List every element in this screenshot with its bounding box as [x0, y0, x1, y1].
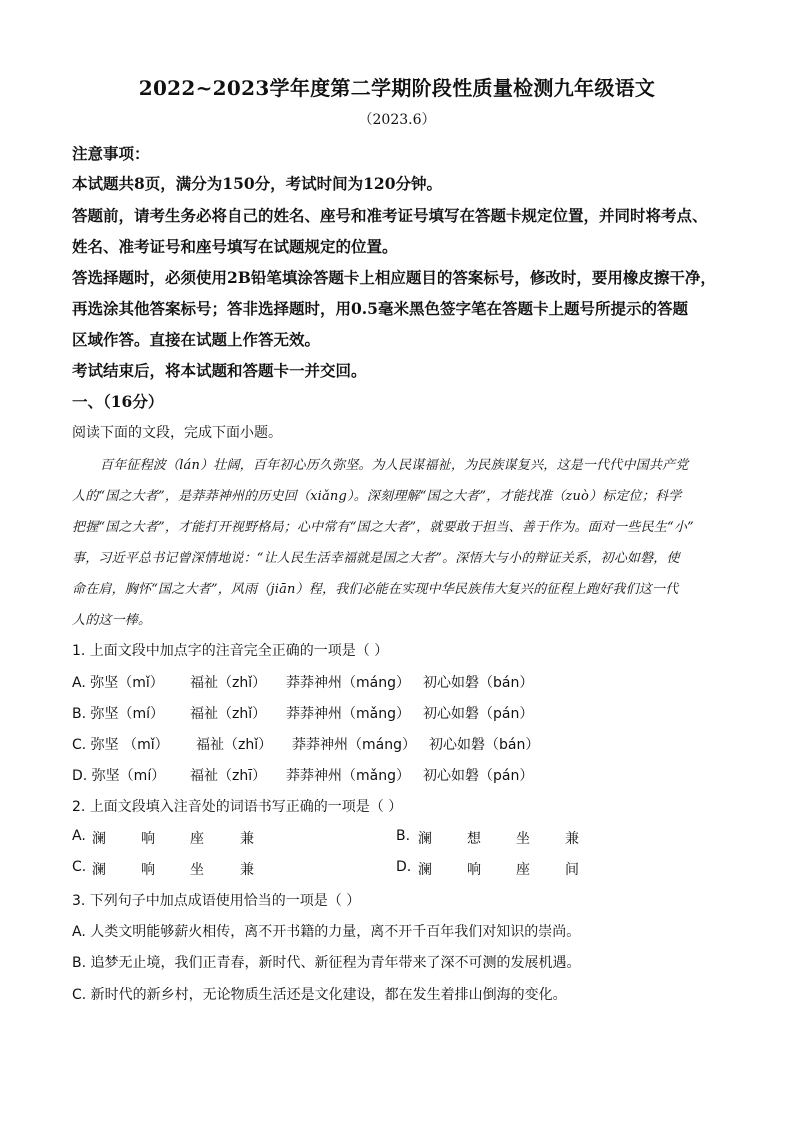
- option-word: 坐: [190, 862, 204, 878]
- option-text: 莽莽神州（mǎng）: [286, 768, 410, 784]
- option-label: A.: [72, 828, 86, 844]
- notice-line: 考试结束后，将本试题和答题卡一并交回。: [72, 361, 367, 380]
- passage-line: 把握“国之大者”，才能打开视野格局；心中常有“国之大者”，就要敢于担当、善于作为。面对一些民生“小”: [72, 520, 694, 535]
- option-word: 响: [141, 862, 155, 878]
- option-label: C.: [72, 859, 87, 875]
- option-text: A. 弥坚（mǐ）: [72, 675, 164, 691]
- option-text: 初心如磐（bán）: [423, 675, 534, 691]
- option-word: 座: [190, 831, 204, 847]
- question-stem: 2. 上面文段填入注音处的词语书写正确的一项是（ ）: [72, 799, 403, 815]
- option-word: 座: [516, 862, 530, 878]
- option-text: 莽莽神州（máng）: [286, 675, 410, 691]
- notice-line: 答选择题时，必须使用2B铅笔填涂答题卡上相应题目的答案标号，修改时，要用橡皮擦干净，: [72, 268, 716, 287]
- option-label: B.: [396, 828, 411, 844]
- option-word: 澜: [92, 862, 106, 878]
- passage-line: 命在肩，胸怀“国之大者”，风雨（jiān）程，我们必能在实现中华民族伟大复兴的征程上跑好我们这一代: [72, 582, 679, 597]
- option-text: 福祉（zhǐ）: [190, 706, 267, 722]
- option-word: 澜: [418, 831, 432, 847]
- option-text: D. 弥坚（mí）: [72, 768, 166, 784]
- option-word: 间: [565, 862, 579, 878]
- notice-line: 再选涂其他答案标号；答非选择题时，用0.5毫米黑色签字笔在答题卡上题号所提示的答题: [72, 299, 688, 318]
- option-word: 澜: [418, 862, 432, 878]
- option-text: 莽莽神州（máng）: [292, 737, 416, 753]
- exam-title: 2022~2023学年度第二学期阶段性质量检测九年级语文: [138, 76, 656, 100]
- section-instruction: 阅读下面的文段，完成下面小题。: [72, 425, 282, 441]
- option-word: 响: [467, 862, 481, 878]
- passage-line: 人的“国之大者”，是莽莽神州的历史回（xiǎng）。深刻理解“国之大者”，才能找准（zuò）标定位；科学: [72, 489, 682, 504]
- section-heading: 一、（16分）: [72, 392, 164, 411]
- notice-line: 本试题共8页，满分为150分，考试时间为120分钟。: [72, 174, 442, 193]
- option-text: 福祉（zhǐ）: [196, 737, 273, 753]
- option-text: 莽莽神州（mǎng）: [286, 706, 410, 722]
- option-text: 福祉（zhǐ）: [190, 675, 267, 691]
- option-text: 福祉（zhī）: [190, 768, 267, 784]
- option-word: 澜: [92, 831, 106, 847]
- notice-heading: 注意事项：: [72, 144, 150, 163]
- option-text: B. 弥坚（mí）: [72, 706, 165, 722]
- option-word: 坐: [516, 831, 530, 847]
- question-stem: 3. 下列句子中加点成语使用恰当的一项是（ ）: [72, 893, 361, 909]
- q3-option-a[interactable]: A. 人类文明能够薪火相传，离不开书籍的力量，离不开千百年我们对知识的崇尚。: [72, 924, 581, 940]
- exam-date: （2023.6）: [358, 112, 436, 128]
- option-label: D.: [396, 859, 412, 875]
- option-word: 兼: [565, 831, 579, 847]
- option-text: C. 弥坚 （mǐ）: [72, 737, 169, 753]
- q3-option-b[interactable]: B. 追梦无止境，我们正青春，新时代、新征程为青年带来了深不可测的发展机遇。: [72, 955, 581, 971]
- notice-line: 区域作答。直接在试题上作答无效。: [72, 330, 321, 349]
- passage-line: 百年征程波（lán）壮阔，百年初心历久弥坚。为人民谋福祉，为民族谋复兴，这是一代代中国共产党: [100, 458, 689, 473]
- q3-option-c[interactable]: C. 新时代的新乡村，无论物质生活还是文化建设，都在发生着排山倒海的变化。: [72, 987, 567, 1003]
- option-word: 想: [467, 831, 481, 847]
- notice-line: 姓名、准考证号和座号填写在试题规定的位置。: [72, 237, 398, 256]
- passage-line: 人的这一棒。: [72, 613, 152, 628]
- question-stem: 1. 上面文段中加点字的注音完全正确的一项是（ ）: [72, 643, 389, 659]
- option-word: 兼: [240, 831, 254, 847]
- option-text: 初心如磐（pán）: [423, 768, 534, 784]
- option-text: 初心如磐（bán）: [429, 737, 540, 753]
- option-word: 响: [141, 831, 155, 847]
- notice-line: 答题前，请考生务必将自己的姓名、座号和准考证号填写在答题卡规定位置，并同时将考点、: [72, 206, 708, 225]
- passage-line: 事，习近平总书记曾深情地说：“让人民生活幸福就是国之大者”。深悟大与小的辩证关系，初心如磐，使: [72, 551, 680, 566]
- option-text: 初心如磐（pán）: [423, 706, 534, 722]
- option-word: 兼: [240, 862, 254, 878]
